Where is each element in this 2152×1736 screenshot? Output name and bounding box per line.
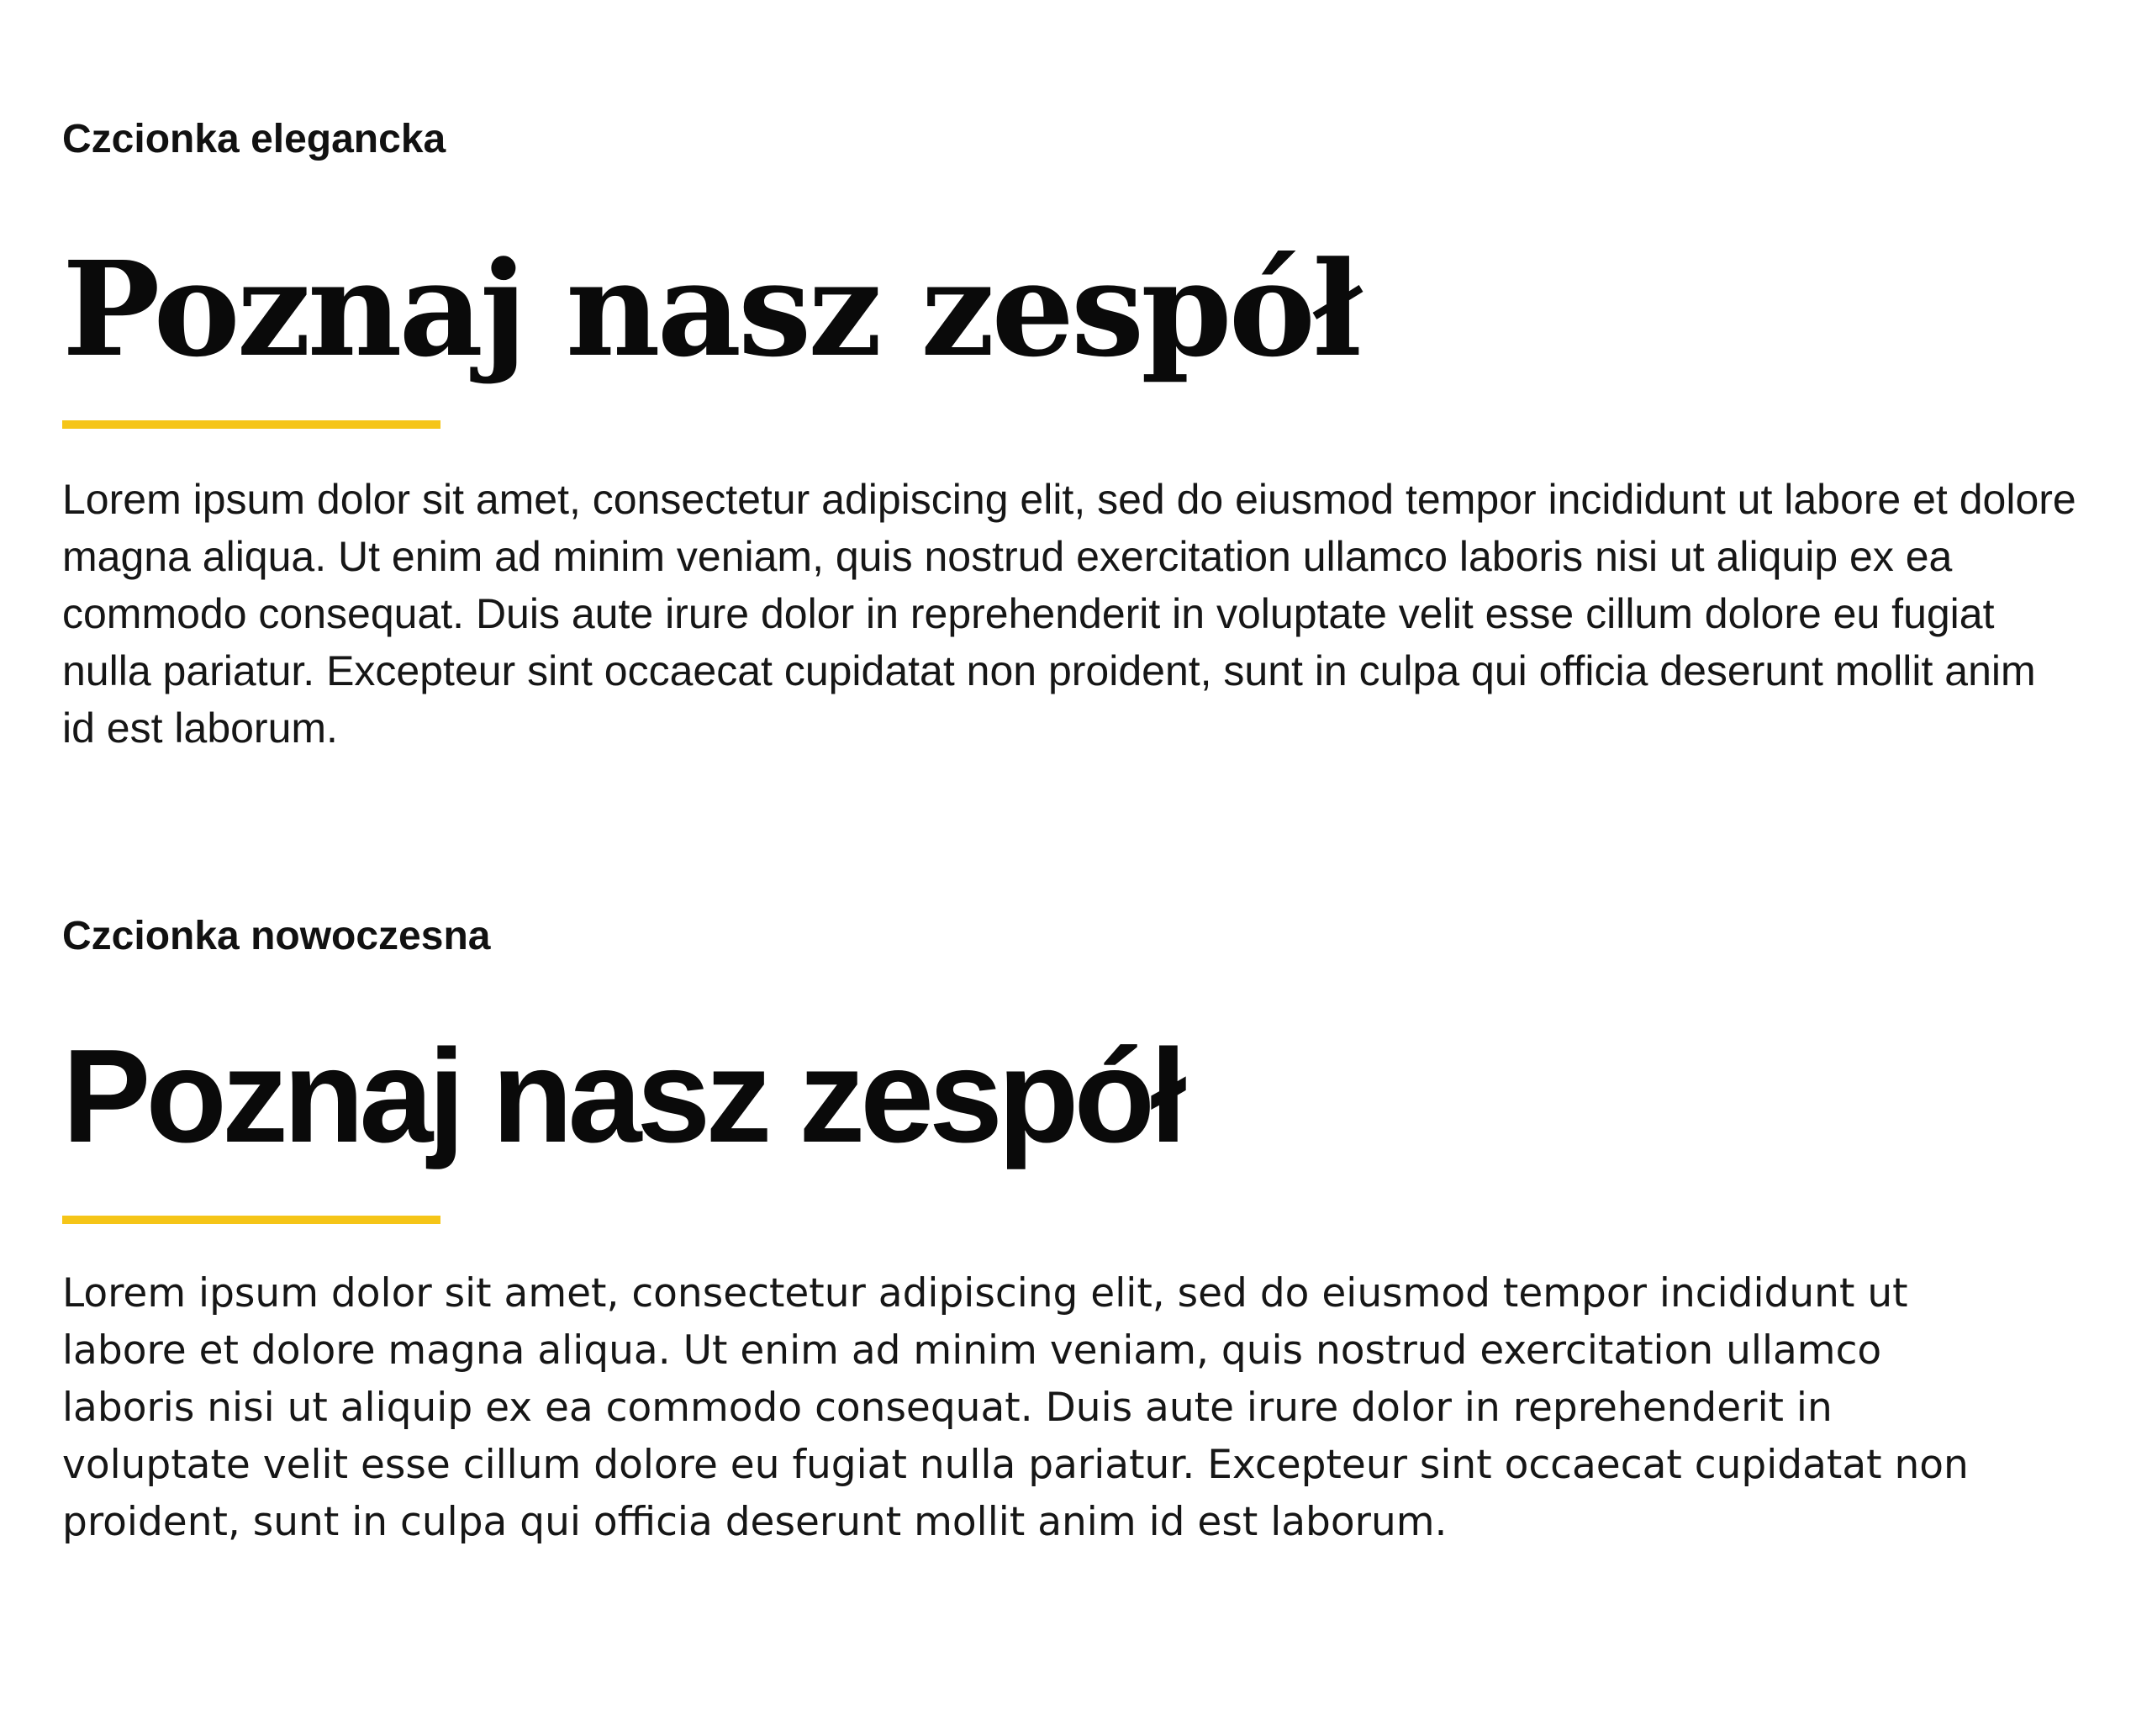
heading-modern: Poznaj nasz zespół — [62, 1022, 1182, 1170]
heading-elegant: Poznaj nasz zespół — [62, 232, 1359, 386]
section-label-modern: Czcionka nowoczesna — [62, 914, 491, 958]
section-label-elegant: Czcionka elegancka — [62, 117, 446, 161]
body-text-elegant: Lorem ipsum dolor sit amet, consectetur adipiscing elit, sed do eiusmod tempor incididunt ut labore et dolore magna aliqua. Ut enim ad minim veniam, quis nostrud exercitation ullamco laboris nisi ut aliquip ex ea commodo consequat. Duis aute irure dolor in reprehenderit in voluptate velit esse cillum dolore eu fugiat nulla pariatur. Excepteur sint occaecat cupidatat non proident, sunt in culpa qui officia deserunt mollit anim id est laborum. — [62, 476, 2076, 752]
accent-divider-modern — [62, 1216, 440, 1224]
body-text-modern: Lorem ipsum dolor sit amet, consectetur adipiscing elit, sed do eiusmod tempor incididunt ut labore et dolore magna aliqua. Ut enim ad minim veniam, quis nostrud exercitation ullamco laboris nisi ut aliquip ex ea commodo consequat. Duis aute irure dolor in reprehenderit in voluptate velit esse cillum dolore eu fugiat nulla pariatur. Excepteur sint occaecat cupidatat non proident, sunt in culpa qui officia deserunt mollit anim id est laborum. — [62, 1270, 1969, 1545]
accent-divider-elegant — [62, 420, 440, 429]
